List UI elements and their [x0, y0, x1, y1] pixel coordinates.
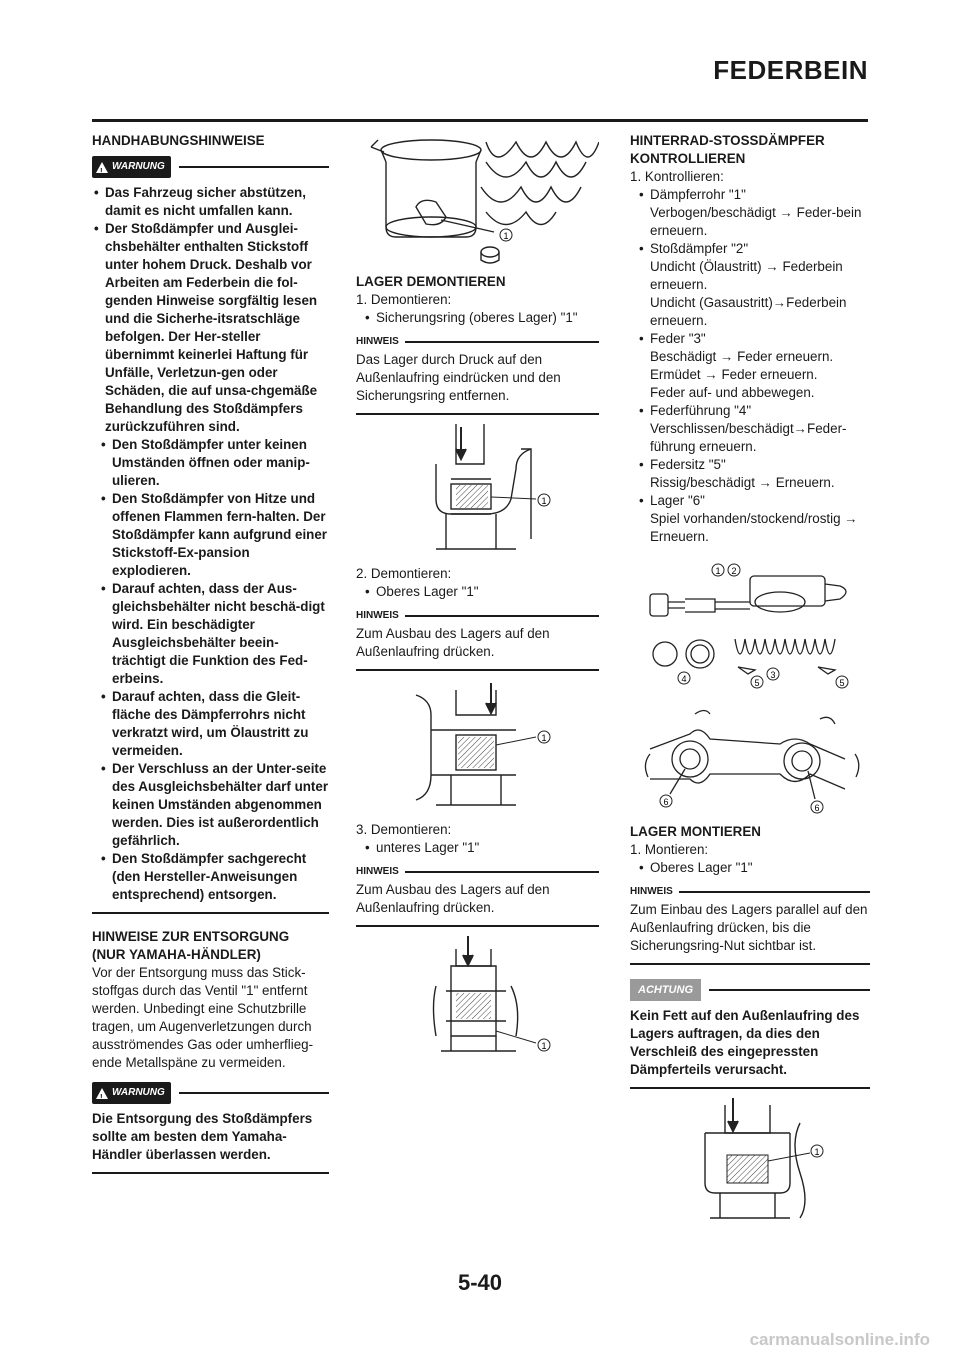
warning-end-rule [92, 912, 329, 914]
callout-5 [751, 676, 763, 688]
inspection-item-line: Spiel vorhanden/stockend/rostig → Erneuern. [650, 511, 858, 544]
inspection-item-line: Rissig/beschädigt → Erneuern. [650, 475, 835, 490]
note-end-rule [356, 925, 599, 927]
note-text-3: Zum Ausbau des Lagers auf den Außenlaufring drücken. [356, 882, 550, 915]
note-rule [679, 891, 870, 893]
inspection-item-line: Verbogen/beschädigt → Feder-bein erneuern. [650, 205, 862, 238]
bearing-press-figure-2 [356, 675, 599, 815]
bearing-play-figure [630, 699, 870, 817]
column-handling [92, 132, 329, 1188]
warning-item: • Der Stoßdämpfer und Ausglei-chsbehälter enthalten Stickstoff unter hohem Druck. Deshalb vor Arbeiten am Federbein die fol-genden Hinweise sorgfältig lesen und die Sicherhe-itsratschläge befolgen. Der Her-steller übernimmt keinerlei Haftung für Unfälle, Verletzun-gen oder Schäden, die auf unsa-chgemäße Behandlung des Stoßdämpfers zurückzuführen sind. [92, 220, 329, 436]
warning-triangle-icon: ! [96, 162, 108, 173]
note-label: HINWEIS [630, 886, 673, 897]
removal-step-1-list [356, 309, 599, 327]
svg-text:3: 3 [770, 670, 776, 680]
removal-step-1: 1. Demontieren: [356, 292, 452, 307]
note-banner [356, 607, 599, 625]
warning-item: • Das Fahrzeug sicher abstützen, damit es nicht umfallen kann. [92, 184, 329, 220]
note-label: HINWEIS [356, 336, 399, 347]
callout-1 [712, 564, 724, 576]
inspection-heading-sub: KONTROLLIEREN [630, 151, 746, 166]
handling-heading: HANDHABUNGSHINWEISE [92, 133, 265, 148]
mount-note: Zum Einbau des Lagers parallel auf den Außenlaufring drücken, bis die Sicherungsring-Nut sichtbar ist. [630, 902, 868, 953]
svg-text:1: 1 [541, 733, 547, 743]
sub-warning-item: • Darauf achten, dass der Aus-gleichsbehälter nicht beschä-digt wird. Ein beschädigter Ausgleichsbehälter beein-trächtigt die Funktion des Fed-erbeins. [92, 580, 329, 688]
svg-text:4: 4 [681, 674, 687, 684]
mount-item: • Oberes Lager "1" [630, 859, 870, 877]
mount-list [630, 859, 870, 877]
svg-text:5: 5 [839, 678, 845, 688]
inspection-item-line: Beschädigt → Feder erneuern. [650, 349, 834, 364]
warning-rule [179, 1092, 329, 1094]
removal-step-3-list [356, 839, 599, 857]
inspection-item-name: • Lager "6" [650, 493, 705, 508]
callout-1 [811, 1145, 823, 1157]
shock-valve-figure [356, 132, 599, 267]
note-banner [356, 863, 599, 881]
note-end-rule [630, 963, 870, 965]
warning-end-rule [92, 1172, 329, 1174]
inspection-item-line: Undicht (Gasaustritt)→Federbein erneuern. [650, 295, 847, 328]
disposal-text: Vor der Entsorgung muss das Stick-stoffgas durch das Ventil "1" entfernt werden. Unbedingt eine Schutzbrille tragen, um Augenverletzungen durch ausströmendes Gas oder umherflieg-ende Metallspäne zu vermeiden. [92, 965, 314, 1070]
svg-text:6: 6 [814, 803, 820, 813]
warning-rule [179, 166, 329, 168]
note-label: HINWEIS [356, 866, 399, 877]
inspection-item [630, 456, 870, 492]
inspection-heading: HINTERRAD-STOSSDÄMPFER [630, 133, 825, 148]
warning-banner-2 [92, 1082, 329, 1104]
inspection-item [630, 186, 870, 240]
bearing-press-figure-3 [356, 931, 599, 1066]
note-rule [405, 871, 599, 873]
inspection-item-line: Verschlissen/beschädigt→Feder-führung erneuern. [650, 421, 847, 454]
warning-badge [92, 156, 171, 178]
callout-3 [767, 668, 779, 680]
header-rule [92, 119, 868, 122]
caution-end-rule [630, 1087, 870, 1089]
sub-warning-item: • Den Stoßdämpfer von Hitze und offenen Flammen fern-halten. Der Stoßdämpfer kann aufgrund einer Stickstoff-Ex-pansion explodieren. [92, 490, 329, 580]
inspection-item-name: • Federführung "4" [650, 403, 752, 418]
sub-warning-list [92, 436, 329, 904]
removal-step-1-item: • Sicherungsring (oberes Lager) "1" [356, 309, 599, 327]
removal-heading: LAGER DEMONTIEREN [356, 274, 506, 289]
mount-heading: LAGER MONTIEREN [630, 824, 761, 839]
note-end-rule [356, 413, 599, 415]
note-rule [405, 341, 599, 343]
inspection-item-name: • Dämpferrohr "1" [650, 187, 746, 202]
warning-list [92, 184, 329, 436]
warning-label: WARNUNG [112, 161, 165, 172]
caution-rule [709, 989, 870, 991]
note-label: HINWEIS [356, 610, 399, 621]
svg-text:2: 2 [731, 566, 737, 576]
sub-warning-item: • Den Stoßdämpfer unter keinen Umständen öffnen oder manip-ulieren. [92, 436, 329, 490]
disposal-warning-text: Die Entsorgung des Stoßdämpfers sollte am besten dem Yamaha-Händler überlassen werden. [92, 1111, 313, 1162]
callout-1 [538, 1039, 550, 1051]
warning-label: WARNUNG [112, 1087, 165, 1098]
removal-step-2: 2. Demontieren: [356, 566, 452, 581]
watermark: carmanualsonline.info [749, 1330, 930, 1349]
note-rule [405, 615, 599, 617]
warning-banner [92, 156, 329, 178]
inspection-item-name: • Feder "3" [650, 331, 706, 346]
column-bearing-removal [356, 132, 599, 1066]
removal-step-2-list [356, 583, 599, 601]
warning-triangle-icon: ! [96, 1088, 108, 1099]
caution-banner [630, 979, 870, 1001]
callout-6 [660, 795, 672, 807]
inspection-list [630, 186, 870, 546]
warning-badge [92, 1082, 171, 1104]
page-title: FEDERBEIN [713, 55, 868, 85]
svg-text:1: 1 [715, 566, 721, 576]
callout-4 [678, 672, 690, 684]
inspection-item [630, 492, 870, 546]
svg-text:1: 1 [503, 231, 509, 241]
removal-step-2-item: • Oberes Lager "1" [356, 583, 599, 601]
sub-warning-item: • Darauf achten, dass die Gleit-fläche des Dämpferrohrs nicht verkratzt wird, um Ölaustritt zu vermeiden. [92, 688, 329, 760]
callout-2 [728, 564, 740, 576]
note-text-2: Zum Ausbau des Lagers auf den Außenlaufring drücken. [356, 626, 550, 659]
disposal-heading-sub: (NUR YAMAHA-HÄNDLER) [92, 947, 261, 962]
note-end-rule [356, 669, 599, 671]
inspection-item-line: Ermüdet → Feder erneuern. [650, 367, 818, 382]
note-banner [356, 333, 599, 351]
removal-step-3: 3. Demontieren: [356, 822, 452, 837]
bearing-install-figure [630, 1093, 870, 1228]
shock-exploded-figure [630, 554, 870, 699]
note-text-1: Das Lager durch Druck auf den Außenlaufring eindrücken und den Sicherungsring entfernen. [356, 352, 561, 403]
svg-text:6: 6 [663, 797, 669, 807]
mount-step: 1. Montieren: [630, 842, 709, 857]
caution-badge: ACHTUNG [630, 979, 701, 1001]
callout-1 [538, 494, 550, 506]
sub-warning-item: • Der Verschluss an der Unter-seite des Ausgleichsbehälter darf unter keinen Umständen abgenommen werden. Dies ist außerordentlich gefährlich. [92, 760, 329, 850]
svg-text:1: 1 [814, 1147, 820, 1157]
inspection-item-name: • Stoßdämpfer "2" [650, 241, 749, 256]
svg-text:1: 1 [541, 1041, 547, 1051]
callout-5 [836, 676, 848, 688]
callout-1 [500, 229, 512, 241]
page-number: 5-40 [457, 1270, 503, 1295]
disposal-heading: HINWEISE ZUR ENTSORGUNG [92, 929, 290, 944]
inspection-step-1: 1. Kontrollieren: [630, 169, 724, 184]
inspection-item-name: • Federsitz "5" [650, 457, 726, 472]
svg-text:1: 1 [541, 496, 547, 506]
inspection-item [630, 240, 870, 330]
sub-warning-item: • Den Stoßdämpfer sachgerecht (den Hersteller-Anweisungen entsprechend) entsorgen. [92, 850, 329, 904]
inspection-item-line: Undicht (Ölaustritt) → Federbein erneuern. [650, 259, 843, 292]
callout-6 [811, 801, 823, 813]
note-banner [630, 883, 870, 901]
bearing-press-figure-1 [356, 419, 599, 559]
column-inspection [630, 132, 870, 1228]
callout-1 [538, 731, 550, 743]
inspection-item [630, 402, 870, 456]
inspection-item-line: Feder auf- und abbewegen. [650, 385, 815, 400]
caution-text: Kein Fett auf den Außenlaufring des Lagers auftragen, da dies den Verschleiß des eingepressten Dämpferteils verursacht. [630, 1008, 860, 1077]
svg-text:5: 5 [754, 678, 760, 688]
inspection-item [630, 330, 870, 402]
removal-step-3-item: • unteres Lager "1" [356, 839, 599, 857]
